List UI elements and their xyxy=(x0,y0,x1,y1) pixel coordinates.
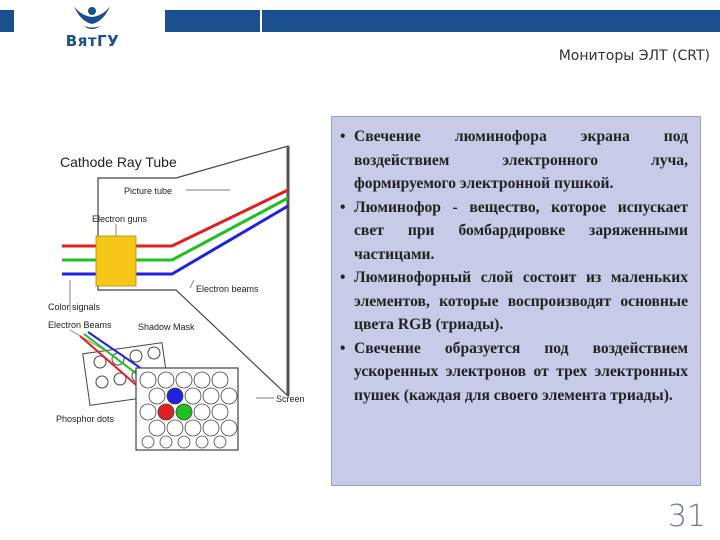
electron-gun-block xyxy=(96,236,136,286)
label-electron-beams: Electron beams xyxy=(196,284,259,294)
bullet-item: • Люминофор - вещество, которое испускает свет при бомбардировке заряженными частицами. xyxy=(354,196,688,267)
blue-phosphor-dot xyxy=(167,388,183,404)
red-phosphor-dot xyxy=(158,404,174,420)
label-electron-guns: Electron guns xyxy=(92,214,148,224)
slide-number: 31 xyxy=(667,499,706,534)
bullet-textbox xyxy=(331,116,701,486)
label-phosphor-dots: Phosphor dots xyxy=(56,414,115,424)
logo-text: ВятГУ xyxy=(65,32,120,50)
bullet-item: • Свечение люминофора экрана под воздействием электронного луча, формируемого электронной пушкой. xyxy=(354,125,688,196)
label-color-signals: Color signals xyxy=(48,302,101,312)
banner-segment xyxy=(165,10,260,32)
logo-emblem-icon xyxy=(40,2,145,34)
green-phosphor-dot xyxy=(176,404,192,420)
bullet-item: • Свечение образуется под воздействием ускоренных электронов от трех электронных пушек (каждая для своего элемента триады). xyxy=(354,337,688,408)
banner-segment xyxy=(262,10,720,32)
label-picture-tube: Picture tube xyxy=(124,186,173,196)
slide-title: Мониторы ЭЛТ (CRT) xyxy=(558,48,710,64)
crt-diagram-svg xyxy=(40,140,320,460)
banner-segment xyxy=(0,10,14,32)
diagram-title: Cathode Ray Tube xyxy=(60,154,177,170)
bullet-item: • Люминофорный слой состоит из маленьких элементов, которые воспроизводят основные цвета RGB (триады). xyxy=(354,266,688,337)
university-logo xyxy=(40,2,145,50)
bullet-list xyxy=(340,125,688,407)
label-screen: Screen xyxy=(276,394,305,404)
label-electron-beams-lower: Electron Beams xyxy=(48,320,112,330)
label-shadow-mask: Shadow Mask xyxy=(138,322,195,332)
crt-diagram xyxy=(40,140,320,460)
